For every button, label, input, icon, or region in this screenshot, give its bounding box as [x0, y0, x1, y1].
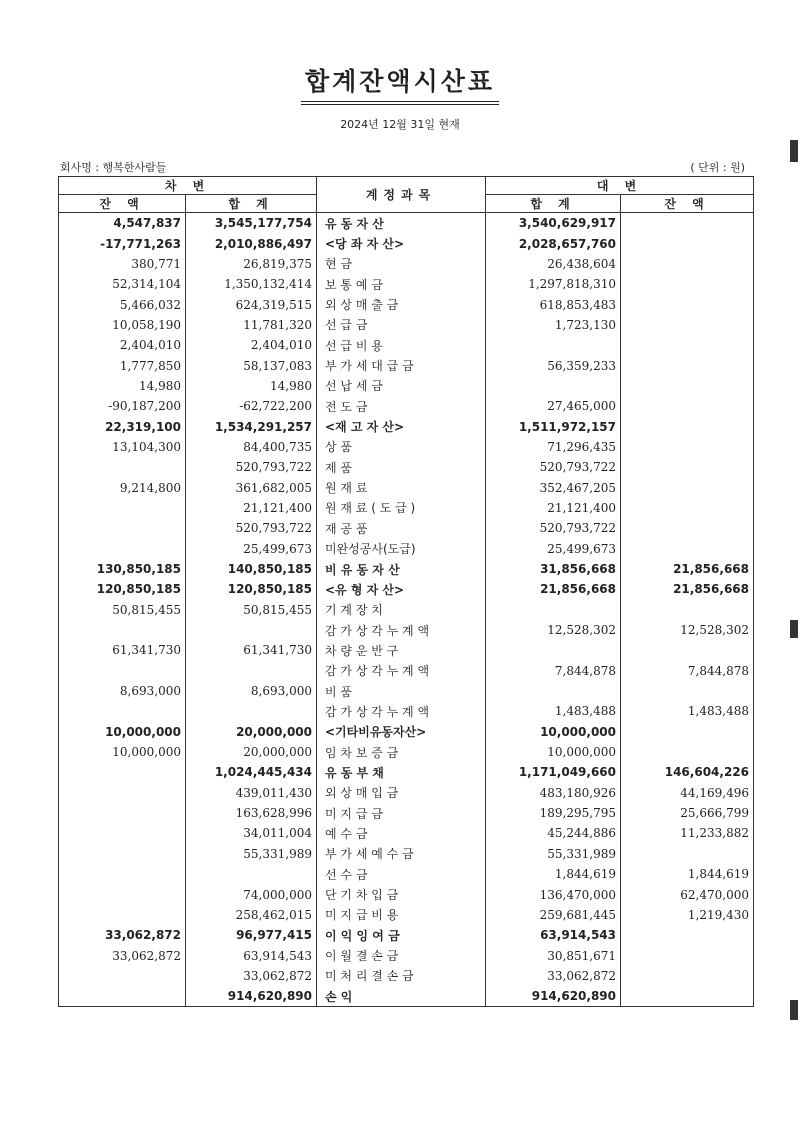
account-name-cell: 손 익 [317, 986, 486, 1007]
debit-balance-cell [59, 762, 186, 782]
table-row [59, 701, 754, 721]
credit-total-cell: 483,180,926 [486, 783, 621, 803]
table-row [59, 396, 754, 416]
credit-balance-cell [621, 294, 754, 314]
page-title: 합계잔액시산표 [0, 62, 800, 105]
debit-balance-cell [59, 498, 186, 518]
credit-total-cell: 26,438,604 [486, 254, 621, 274]
table-row [59, 579, 754, 599]
debit-balance-cell [59, 701, 186, 721]
table-row [59, 640, 754, 660]
credit-balance-cell: 12,528,302 [621, 620, 754, 640]
account-name-cell: 단 기 차 입 금 [317, 884, 486, 904]
credit-total-cell: 2,028,657,760 [486, 233, 621, 253]
company-name: 회사명 : 행복한사람들 [60, 161, 167, 174]
credit-balance-cell: 25,666,799 [621, 803, 754, 823]
table-row [59, 884, 754, 904]
table-row [59, 315, 754, 335]
account-name-cell: <재 고 자 산> [317, 416, 486, 436]
debit-total-header: 합 계 [186, 195, 317, 213]
account-name-cell: 감 가 상 각 누 계 액 [317, 661, 486, 681]
debit-total-cell: 33,062,872 [186, 966, 317, 986]
debit-total-cell: 63,914,543 [186, 945, 317, 965]
debit-balance-cell: 10,000,000 [59, 722, 186, 742]
table-row [59, 600, 754, 620]
debit-total-cell: 439,011,430 [186, 783, 317, 803]
credit-total-cell: 352,467,205 [486, 477, 621, 497]
credit-total-cell: 63,914,543 [486, 925, 621, 945]
debit-balance-cell: 33,062,872 [59, 925, 186, 945]
credit-total-cell: 189,295,795 [486, 803, 621, 823]
debit-balance-cell [59, 884, 186, 904]
debit-balance-cell: 13,104,300 [59, 437, 186, 457]
debit-total-cell: 520,793,722 [186, 518, 317, 538]
debit-balance-cell [59, 864, 186, 884]
table-row [59, 518, 754, 538]
credit-total-cell: 10,000,000 [486, 722, 621, 742]
debit-total-cell [186, 661, 317, 681]
account-name-cell: 임 차 보 증 금 [317, 742, 486, 762]
credit-balance-header: 잔 액 [621, 195, 754, 213]
credit-total-cell: 914,620,890 [486, 986, 621, 1007]
debit-balance-cell [59, 539, 186, 559]
table-row [59, 335, 754, 355]
table-row [59, 539, 754, 559]
debit-total-cell: 96,977,415 [186, 925, 317, 945]
debit-balance-cell: 10,000,000 [59, 742, 186, 762]
debit-total-cell: 1,350,132,414 [186, 274, 317, 294]
table-row [59, 986, 754, 1007]
debit-balance-cell: 2,404,010 [59, 335, 186, 355]
debit-balance-cell [59, 661, 186, 681]
credit-balance-cell [621, 315, 754, 335]
credit-balance-cell: 21,856,668 [621, 559, 754, 579]
table-row [59, 905, 754, 925]
debit-total-cell: 20,000,000 [186, 722, 317, 742]
account-name-cell: 외 상 매 입 금 [317, 783, 486, 803]
account-name-cell: 감 가 상 각 누 계 액 [317, 701, 486, 721]
account-name-cell: 비 유 동 자 산 [317, 559, 486, 579]
table-row [59, 620, 754, 640]
credit-balance-cell [621, 233, 754, 253]
credit-total-cell: 71,296,435 [486, 437, 621, 457]
credit-balance-cell [621, 844, 754, 864]
debit-total-cell: 20,000,000 [186, 742, 317, 762]
table-row [59, 477, 754, 497]
debit-total-cell: 258,462,015 [186, 905, 317, 925]
table-row [59, 722, 754, 742]
debit-total-cell: 120,850,185 [186, 579, 317, 599]
account-name-cell: 기 계 장 치 [317, 600, 486, 620]
debit-balance-cell: 61,341,730 [59, 640, 186, 660]
debit-balance-cell: -90,187,200 [59, 396, 186, 416]
account-name-cell: 보 통 예 금 [317, 274, 486, 294]
credit-balance-cell [621, 986, 754, 1007]
debit-balance-cell [59, 457, 186, 477]
credit-balance-cell [621, 213, 754, 234]
debit-total-cell: 624,319,515 [186, 294, 317, 314]
debit-balance-cell: 10,058,190 [59, 315, 186, 335]
credit-balance-cell [621, 742, 754, 762]
table-row [59, 844, 754, 864]
credit-balance-cell [621, 925, 754, 945]
account-name-cell: 현 금 [317, 254, 486, 274]
credit-total-header: 합 계 [486, 195, 621, 213]
credit-total-cell: 33,062,872 [486, 966, 621, 986]
account-name-cell: 선 급 비 용 [317, 335, 486, 355]
credit-balance-cell: 11,233,882 [621, 823, 754, 843]
account-name-cell: 미 지 급 비 용 [317, 905, 486, 925]
credit-balance-cell [621, 966, 754, 986]
account-name-cell: <기타비유동자산> [317, 722, 486, 742]
trial-balance-table [58, 176, 754, 1007]
debit-balance-cell [59, 844, 186, 864]
credit-total-cell [486, 600, 621, 620]
credit-balance-cell [621, 640, 754, 660]
table-row [59, 233, 754, 253]
credit-balance-cell: 146,604,226 [621, 762, 754, 782]
account-name-cell: 상 품 [317, 437, 486, 457]
credit-balance-cell [621, 539, 754, 559]
account-name-cell: 제 품 [317, 457, 486, 477]
credit-balance-cell [621, 945, 754, 965]
credit-total-cell: 31,856,668 [486, 559, 621, 579]
credit-total-cell: 25,499,673 [486, 539, 621, 559]
table-row [59, 294, 754, 314]
credit-balance-cell: 62,470,000 [621, 884, 754, 904]
debit-total-cell [186, 620, 317, 640]
credit-total-cell: 520,793,722 [486, 457, 621, 477]
debit-balance-cell: 4,547,837 [59, 213, 186, 234]
credit-balance-cell: 1,483,488 [621, 701, 754, 721]
account-name-cell: 이 월 결 손 금 [317, 945, 486, 965]
account-name-cell: 미 지 급 금 [317, 803, 486, 823]
credit-total-cell: 7,844,878 [486, 661, 621, 681]
credit-balance-cell [621, 498, 754, 518]
credit-total-cell: 1,171,049,660 [486, 762, 621, 782]
table-row [59, 681, 754, 701]
credit-balance-cell: 1,844,619 [621, 864, 754, 884]
debit-balance-cell [59, 620, 186, 640]
debit-total-cell: 25,499,673 [186, 539, 317, 559]
table-row [59, 274, 754, 294]
account-name-cell: 재 공 품 [317, 518, 486, 538]
account-name-cell: 미완성공사(도급) [317, 539, 486, 559]
table-body [59, 213, 754, 1007]
credit-balance-cell: 21,856,668 [621, 579, 754, 599]
account-name-cell: 유 동 부 채 [317, 762, 486, 782]
debit-total-cell: 520,793,722 [186, 457, 317, 477]
table-row [59, 213, 754, 234]
credit-total-cell: 3,540,629,917 [486, 213, 621, 234]
debit-balance-cell [59, 986, 186, 1007]
debit-total-cell: 140,850,185 [186, 559, 317, 579]
debit-total-cell: 2,010,886,497 [186, 233, 317, 253]
credit-balance-cell [621, 355, 754, 375]
report-date: 2024년 12월 31일 현재 [340, 118, 460, 131]
credit-total-cell: 30,851,671 [486, 945, 621, 965]
debit-balance-cell: 1,777,850 [59, 355, 186, 375]
table-row [59, 661, 754, 681]
debit-total-cell: 21,121,400 [186, 498, 317, 518]
table-row [59, 254, 754, 274]
table-row [59, 376, 754, 396]
debit-total-cell: 1,534,291,257 [186, 416, 317, 436]
credit-total-cell [486, 681, 621, 701]
account-name-cell: 예 수 금 [317, 823, 486, 843]
table-row [59, 966, 754, 986]
debit-balance-cell: 9,214,800 [59, 477, 186, 497]
debit-total-cell: 914,620,890 [186, 986, 317, 1007]
account-name-cell: 선 납 세 금 [317, 376, 486, 396]
debit-total-cell: 361,682,005 [186, 477, 317, 497]
credit-balance-cell [621, 600, 754, 620]
account-name-cell: 이 익 잉 여 금 [317, 925, 486, 945]
table-row [59, 783, 754, 803]
table-row [59, 559, 754, 579]
debit-balance-cell [59, 783, 186, 803]
credit-balance-cell [621, 335, 754, 355]
table-row [59, 437, 754, 457]
unit-label: ( 단위 : 원) [690, 161, 745, 174]
debit-total-cell: 58,137,083 [186, 355, 317, 375]
debit-balance-cell: 5,466,032 [59, 294, 186, 314]
debit-total-cell [186, 864, 317, 884]
credit-balance-cell [621, 416, 754, 436]
debit-balance-cell: -17,771,263 [59, 233, 186, 253]
debit-balance-header: 잔 액 [59, 195, 186, 213]
debit-total-cell: 2,404,010 [186, 335, 317, 355]
credit-total-cell: 56,359,233 [486, 355, 621, 375]
credit-total-cell: 618,853,483 [486, 294, 621, 314]
account-name-cell: <당 좌 자 산> [317, 233, 486, 253]
debit-total-cell: 1,024,445,434 [186, 762, 317, 782]
credit-total-cell: 520,793,722 [486, 518, 621, 538]
credit-balance-cell [621, 254, 754, 274]
debit-balance-cell: 130,850,185 [59, 559, 186, 579]
credit-total-cell: 1,483,488 [486, 701, 621, 721]
table-row [59, 457, 754, 477]
debit-total-cell: 14,980 [186, 376, 317, 396]
credit-balance-cell [621, 722, 754, 742]
credit-total-cell: 55,331,989 [486, 844, 621, 864]
debit-total-cell: 163,628,996 [186, 803, 317, 823]
account-header: 계정과목 [317, 177, 486, 213]
table-row [59, 925, 754, 945]
debit-balance-cell: 52,314,104 [59, 274, 186, 294]
account-name-cell: 유 동 자 산 [317, 213, 486, 234]
account-name-cell: 미 처 리 결 손 금 [317, 966, 486, 986]
credit-total-cell [486, 335, 621, 355]
credit-total-cell [486, 640, 621, 660]
account-name-cell: 감 가 상 각 누 계 액 [317, 620, 486, 640]
credit-balance-cell: 1,219,430 [621, 905, 754, 925]
credit-total-cell: 1,844,619 [486, 864, 621, 884]
debit-balance-cell: 8,693,000 [59, 681, 186, 701]
account-name-cell: 부 가 세 예 수 금 [317, 844, 486, 864]
credit-total-cell: 259,681,445 [486, 905, 621, 925]
page-edge-marks [790, 140, 800, 1040]
credit-total-cell: 27,465,000 [486, 396, 621, 416]
account-name-cell: 차 량 운 반 구 [317, 640, 486, 660]
credit-balance-cell [621, 376, 754, 396]
credit-total-cell: 136,470,000 [486, 884, 621, 904]
account-name-cell: 전 도 금 [317, 396, 486, 416]
debit-balance-cell [59, 966, 186, 986]
debit-balance-cell: 33,062,872 [59, 945, 186, 965]
debit-total-cell: 50,815,455 [186, 600, 317, 620]
credit-total-cell: 10,000,000 [486, 742, 621, 762]
debit-total-cell: 26,819,375 [186, 254, 317, 274]
debit-balance-cell [59, 518, 186, 538]
debit-total-cell: 55,331,989 [186, 844, 317, 864]
table-row [59, 762, 754, 782]
credit-balance-cell [621, 396, 754, 416]
account-name-cell: 부 가 세 대 급 금 [317, 355, 486, 375]
credit-balance-cell [621, 681, 754, 701]
account-name-cell: 비 품 [317, 681, 486, 701]
credit-total-cell: 12,528,302 [486, 620, 621, 640]
credit-total-cell: 21,121,400 [486, 498, 621, 518]
debit-total-cell: -62,722,200 [186, 396, 317, 416]
debit-total-cell: 8,693,000 [186, 681, 317, 701]
account-name-cell: 외 상 매 출 금 [317, 294, 486, 314]
debit-balance-cell [59, 803, 186, 823]
debit-balance-cell: 120,850,185 [59, 579, 186, 599]
table-row [59, 823, 754, 843]
table-row [59, 498, 754, 518]
credit-header: 대 변 [486, 177, 754, 195]
credit-balance-cell: 44,169,496 [621, 783, 754, 803]
table-row [59, 803, 754, 823]
credit-balance-cell [621, 437, 754, 457]
table-row [59, 864, 754, 884]
table-row [59, 416, 754, 436]
debit-total-cell: 74,000,000 [186, 884, 317, 904]
debit-total-cell: 34,011,004 [186, 823, 317, 843]
debit-total-cell: 84,400,735 [186, 437, 317, 457]
credit-total-cell [486, 376, 621, 396]
debit-balance-cell: 380,771 [59, 254, 186, 274]
credit-total-cell: 1,511,972,157 [486, 416, 621, 436]
debit-total-cell: 3,545,177,754 [186, 213, 317, 234]
debit-total-cell: 61,341,730 [186, 640, 317, 660]
account-name-cell: 선 수 금 [317, 864, 486, 884]
debit-balance-cell: 22,319,100 [59, 416, 186, 436]
account-name-cell: 원 재 료 [317, 477, 486, 497]
table-row [59, 945, 754, 965]
debit-total-cell: 11,781,320 [186, 315, 317, 335]
credit-balance-cell: 7,844,878 [621, 661, 754, 681]
table-row [59, 742, 754, 762]
credit-total-cell: 1,297,818,310 [486, 274, 621, 294]
debit-total-cell [186, 701, 317, 721]
account-name-cell: 원 재 료 ( 도 급 ) [317, 498, 486, 518]
debit-header: 차 변 [59, 177, 317, 195]
credit-total-cell: 45,244,886 [486, 823, 621, 843]
table-row [59, 355, 754, 375]
credit-balance-cell [621, 477, 754, 497]
account-name-cell: 선 급 금 [317, 315, 486, 335]
debit-balance-cell: 50,815,455 [59, 600, 186, 620]
credit-balance-cell [621, 274, 754, 294]
credit-balance-cell [621, 518, 754, 538]
debit-balance-cell [59, 823, 186, 843]
debit-balance-cell [59, 905, 186, 925]
account-name-cell: <유 형 자 산> [317, 579, 486, 599]
debit-balance-cell: 14,980 [59, 376, 186, 396]
credit-total-cell: 21,856,668 [486, 579, 621, 599]
credit-total-cell: 1,723,130 [486, 315, 621, 335]
credit-balance-cell [621, 457, 754, 477]
